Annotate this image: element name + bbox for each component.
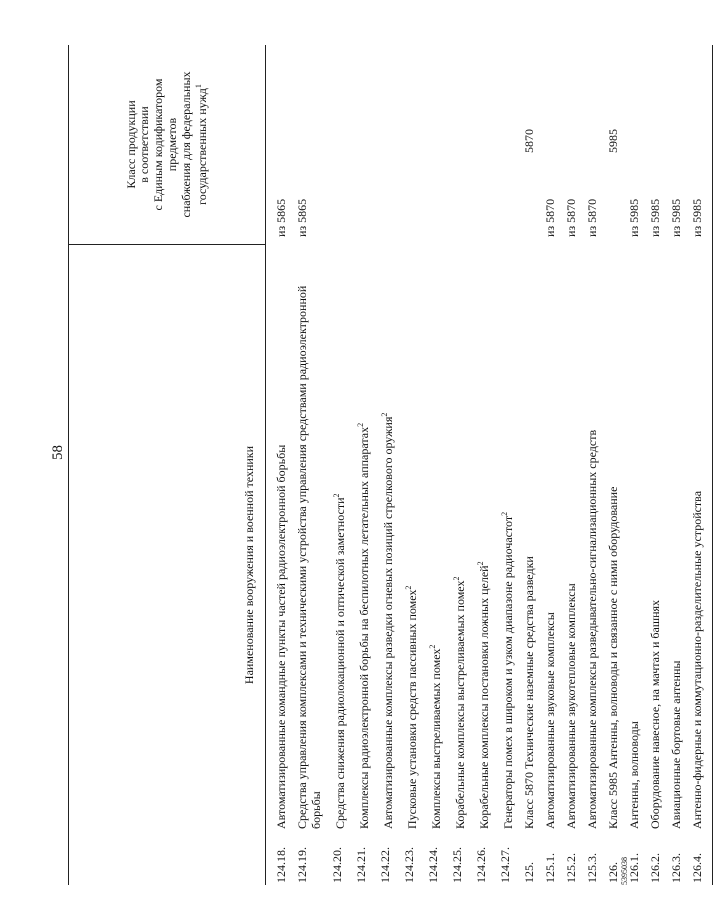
row-number: 124.23.	[402, 847, 416, 883]
row-class	[450, 45, 467, 245]
row-class: 5985	[606, 129, 620, 153]
row-text: Автоматизированные звукотепловые комплексы	[564, 583, 578, 829]
row-number: 124.22.	[378, 847, 392, 883]
row-text: Автоматизированные командные пункты частей радиоэлектронной борьбы	[274, 444, 288, 829]
table-body	[266, 45, 712, 885]
row-number: 125.2.	[564, 853, 578, 883]
row-text: Оборудование навесное, на мачтах и башнях	[648, 599, 662, 829]
table-row	[498, 45, 515, 885]
row-name-cell	[606, 245, 620, 885]
footnote-mark: 1	[193, 84, 203, 89]
row-class: из 5865	[274, 198, 288, 237]
row-number: 124.26.	[474, 847, 488, 883]
row-name-cell	[450, 245, 467, 885]
weapons-table	[68, 45, 713, 885]
row-name-cell	[585, 245, 599, 885]
row-name-cell	[354, 245, 371, 885]
row-number: 126.1.	[627, 853, 641, 883]
row-number: 126.	[606, 862, 620, 883]
row-number: 125.3.	[585, 853, 599, 883]
row-text: Корабельные комплексы постановки ложных целей$^2$	[476, 561, 491, 829]
row-number: 125.	[522, 862, 536, 883]
row-text: Генераторы помех в широком и узком диапазоне радиочастот$^2$	[500, 511, 515, 829]
row-text: Комплексы выстреливаемых помех$^2$	[428, 644, 443, 829]
row-name-cell	[426, 245, 443, 885]
row-class: из 5870	[543, 198, 557, 237]
row-number: 126.3.	[669, 853, 683, 883]
table-row	[606, 45, 620, 885]
table-row	[543, 45, 557, 885]
table-row	[354, 45, 371, 885]
table-row	[474, 45, 491, 885]
row-number: 126.4.	[690, 853, 704, 883]
row-text: Автоматизированные звуковые комплексы	[543, 612, 557, 829]
footnote-mark: 2	[500, 511, 509, 516]
row-name-cell	[498, 245, 515, 885]
row-number: 124.20.	[330, 847, 344, 883]
row-number: 124.21.	[354, 847, 368, 883]
footnote-mark: 2	[356, 422, 365, 427]
row-number: 125.1.	[543, 853, 557, 883]
row-name-cell	[648, 245, 662, 885]
row-text: Класс 5985 Антенны, волноводы и связанное с ними оборудование	[606, 486, 620, 829]
row-name-cell	[543, 245, 557, 885]
row-name-cell	[627, 245, 641, 885]
row-text: Средства управления комплексами и техническими устройства управления средствами радиоэлектронной борьбы	[295, 285, 323, 829]
row-class: из 5870	[585, 198, 599, 237]
row-name-cell	[402, 245, 419, 885]
row-class	[354, 45, 371, 245]
header-class-line: с Единым кодификатором предметов	[151, 78, 179, 211]
row-class	[330, 45, 347, 245]
row-text: Корабельные комплексы выстреливаемых помех$^2$	[452, 576, 467, 829]
row-name-cell	[295, 245, 323, 885]
row-number: 124.25.	[450, 847, 464, 883]
header-class	[69, 45, 265, 245]
row-number: 124.18.	[274, 847, 288, 883]
row-number: 124.24.	[426, 847, 440, 883]
row-class: из 5985	[627, 198, 641, 237]
table-header	[69, 45, 266, 885]
row-class	[474, 45, 491, 245]
table-row	[295, 45, 323, 885]
row-text: Комплексы радиоэлектронной борьбы на беспилотных летательных аппаратах$^2$	[356, 422, 371, 829]
row-text: Средства снижения радиолокационной и оптической заметности$^2$	[332, 493, 347, 829]
table-row	[274, 45, 288, 885]
table-row	[426, 45, 443, 885]
row-class: из 5870	[564, 198, 578, 237]
row-text: Авиационные бортовые антенны	[669, 660, 683, 829]
table-row	[564, 45, 578, 885]
row-name-cell	[669, 245, 683, 885]
header-class-line: государственных нужд$^1$	[193, 84, 209, 205]
footnote-mark: 2	[476, 561, 485, 566]
row-name-cell	[378, 245, 395, 885]
header-class-line: снабжения для федеральных	[178, 71, 193, 218]
table-row	[378, 45, 395, 885]
row-class: из 5985	[669, 198, 683, 237]
table-row	[627, 45, 641, 885]
table-row	[450, 45, 467, 885]
row-text: Автоматизированные комплексы разведки огневых позиций стрелкового оружия$^2$	[380, 412, 395, 829]
row-class: из 5865	[295, 198, 309, 237]
row-name-cell	[330, 245, 347, 885]
row-class: из 5985	[690, 198, 704, 237]
row-name-cell	[274, 245, 288, 885]
row-name-cell	[474, 245, 491, 885]
footnote-mark: 2	[380, 412, 389, 417]
header-name: Наименование вооружения и военной техники	[242, 445, 256, 685]
row-class	[498, 45, 515, 245]
row-name-cell	[690, 245, 704, 885]
row-number: 124.19.	[295, 847, 309, 883]
table-row	[648, 45, 662, 885]
table-row	[402, 45, 419, 885]
table-row	[585, 45, 599, 885]
row-text: Класс 5870 Технические наземные средства разведки	[522, 556, 536, 829]
row-number: 126.2.	[648, 853, 662, 883]
row-name-cell	[564, 245, 578, 885]
row-number: 124.27.	[498, 847, 512, 883]
row-text: Антенны, волноводы	[627, 721, 641, 829]
footnote-mark: 2	[452, 576, 461, 581]
row-class: 5870	[522, 129, 536, 153]
row-text: Антенно-фидерные и коммутационно-разделительные устройства	[690, 490, 704, 829]
footnote-mark: 2	[332, 493, 341, 498]
row-class: из 5985	[648, 198, 662, 237]
header-class-line: в соответствии	[137, 106, 152, 183]
table-row	[690, 45, 704, 885]
row-class	[402, 45, 419, 245]
row-class	[426, 45, 443, 245]
page-number: 58	[50, 445, 66, 460]
table-row	[330, 45, 347, 885]
row-text: Автоматизированные комплексы разведывательно-сигнализационных средств	[585, 429, 599, 829]
footnote-mark: 2	[428, 644, 437, 649]
table-row	[669, 45, 683, 885]
row-name-cell	[522, 245, 536, 885]
row-text: Пусковые установки средств пассивных помех$^2$	[404, 585, 419, 829]
header-class-line: Класс продукции	[123, 100, 138, 189]
table-row	[522, 45, 536, 885]
row-class	[378, 45, 395, 245]
footnote-mark: 2	[404, 585, 413, 590]
footer-code: 5395038	[620, 857, 629, 885]
